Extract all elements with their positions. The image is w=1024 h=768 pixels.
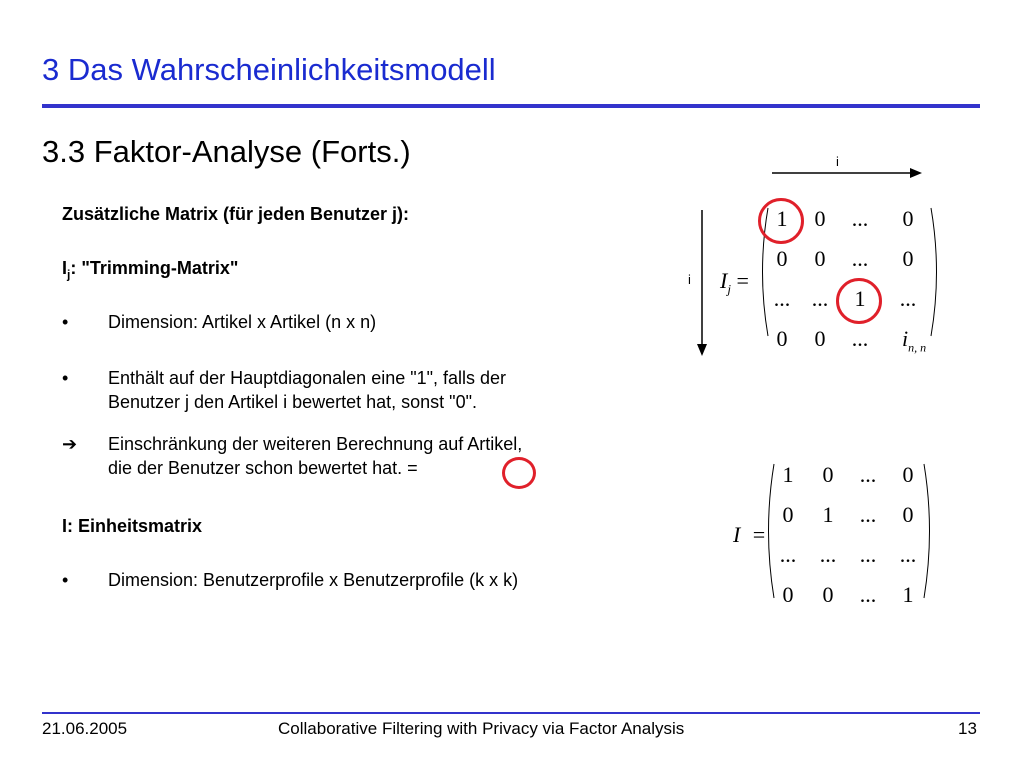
bullet-icon: • [62,312,69,332]
matrix-cell: ... [899,286,917,311]
matrix-cell: 0 [822,462,834,487]
matrix-cell: ... [819,542,837,567]
footer-title: Collaborative Filtering with Privacy via Factor Analysis [278,719,685,738]
matrix-cell: ... [851,326,869,351]
bullet-dimension-items: Dimension: Artikel x Artikel (n x n) [108,312,377,332]
matrix-cell: 0 [814,246,826,271]
heading-additional-matrix: Zusätzliche Matrix (für jeden Benutzer j): [62,204,410,224]
matrix-cell: 1 [854,286,866,311]
matrix-cell: 0 [902,502,914,527]
matrix-cell: 1 [782,462,794,487]
matrix-cell: 0 [902,206,914,231]
matrix-cell: ... [779,542,797,567]
heading-trimming-matrix [62,256,238,287]
matrix-cell: 0 [782,502,794,527]
identity-matrix-symbol: I = [733,522,767,547]
matrix-cell: ... [859,462,877,487]
trimming-matrix-symbol [720,268,749,297]
trimming-matrix-letter: I [720,268,728,293]
matrix-cell: ... [859,582,877,607]
matrix-cell: 0 [782,582,794,607]
conclusion-line2: die der Benutzer schon bewertet hat. = [108,458,418,478]
highlight-circle [758,198,804,244]
bullet-diagonal-line2: Benutzer j den Artikel i bewertet hat, sonst "0". [108,392,477,412]
matrix-cell: 0 [776,246,788,271]
matrix-cell: ... [859,502,877,527]
axis-label-rows: i [688,272,691,287]
matrix-cell: 0 [902,246,914,271]
trimming-label-symbol: I [62,258,68,278]
matrix-cell: ... [899,542,917,567]
matrix-cell: ... [851,206,869,231]
identity-matrix [768,462,938,622]
bullet-diagonal-line1: Enthält auf der Hauptdiagonalen eine "1", falls der [108,368,507,388]
trimming-matrix-subscript: j [727,281,731,297]
title-divider [42,104,980,108]
arrow-right-icon: ➔ [62,434,78,454]
matrix-cell: 1 [776,206,788,231]
bullet-icon: • [62,368,69,388]
axis-label-columns: i [836,154,839,169]
matrix-cell: 0 [814,206,826,231]
matrix-cell: 0 [902,462,914,487]
matrix-cell: 1 [822,502,834,527]
last-cell-symbol: i [901,326,909,351]
matrix-cell: 1 [902,582,914,607]
footer-divider [42,712,980,714]
slide-title: 3 Das Wahrscheinlichkeitsmodell [42,52,496,87]
matrix-cell: 0 [776,326,788,351]
heading-identity-matrix: I: Einheitsmatrix [62,516,203,536]
matrix-cell-last [884,326,944,355]
conclusion-line1: Einschränkung der weiteren Berechnung auf Artikel, [108,434,523,454]
trimming-label-text: : "Trimming-Matrix" [70,258,239,278]
highlight-circle [502,457,536,489]
page-number: 13 [958,719,977,738]
last-cell-subscript: n, n [908,340,927,355]
footer-date: 21.06.2005 [42,719,128,738]
equals-sign: = [736,268,749,293]
matrix-cell: ... [811,286,829,311]
bullet-dimension-profiles: Dimension: Benutzerprofile x Benutzerprofile (k x k) [108,570,519,590]
highlight-circle [836,278,882,324]
matrix-cell: ... [859,542,877,567]
matrix-cell: ... [851,246,869,271]
matrix-cell: 0 [822,582,834,607]
bullet-icon: • [62,570,69,590]
matrix-cell: 0 [814,326,826,351]
slide-subtitle: 3.3 Faktor-Analyse (Forts.) [42,134,411,169]
matrix-cell: ... [773,286,791,311]
trimming-label-subscript: j [67,267,71,282]
